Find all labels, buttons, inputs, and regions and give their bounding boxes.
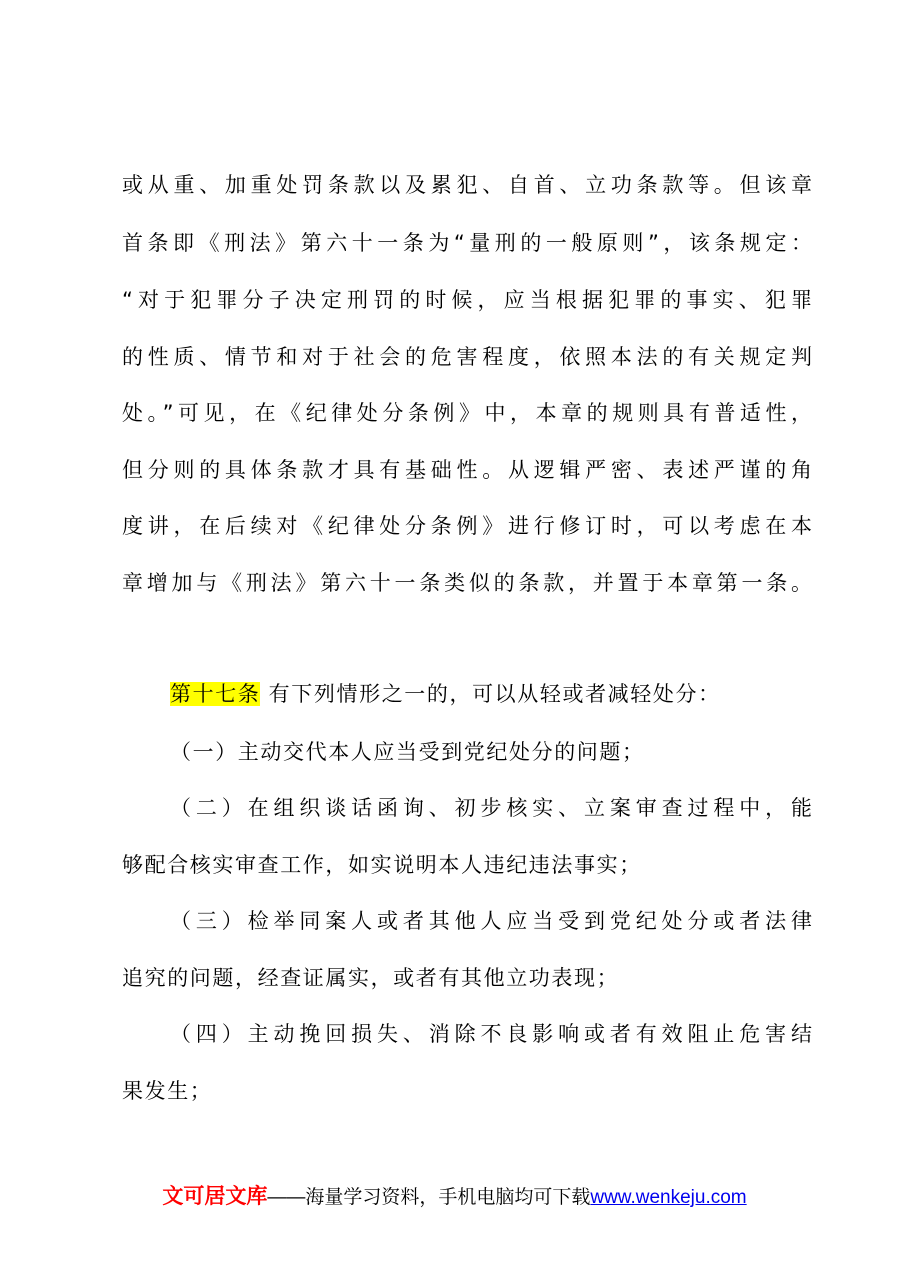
list-item-continuation: 够配合核实审查工作，如实说明本人违纪违法事实；: [122, 853, 642, 877]
list-item-continuation: 追究的问题，经查证属实，或者有其他立功表现；: [122, 966, 620, 990]
paragraph-line: 但分则的具体条款才具有基础性。从逻辑严密、表述严谨的角: [122, 458, 812, 482]
paragraph-line: 章增加与《刑法》第六十一条类似的条款，并置于本章第一条。: [122, 571, 812, 595]
paragraph-line: 处。”可见，在《纪律处分条例》中，本章的规则具有普适性，: [122, 401, 812, 425]
article-heading-text: 有下列情形之一的，可以从轻或者减轻处分：: [260, 682, 721, 706]
paragraph-line: 首条即《刑法》第六十一条为“量刑的一般原则”，该条规定：: [122, 231, 812, 255]
footer-slogan: ——海量学习资料，手机电脑均可下载: [267, 1187, 591, 1208]
page-footer: [0, 1182, 909, 1212]
footer-brand: 文可居文库: [162, 1184, 268, 1208]
list-item: （四）主动挽回损失、消除不良影响或者有效阻止危害结: [170, 1022, 812, 1046]
list-item: （三）检举同案人或者其他人应当受到党纪处分或者法律: [170, 909, 812, 933]
paragraph-line: 或从重、加重处罚条款以及累犯、自首、立功条款等。但该章: [122, 173, 812, 197]
paragraph-line: 的性质、情节和对于社会的危害程度，依照本法的有关规定判: [122, 345, 812, 369]
paragraph-line: “对于犯罪分子决定刑罚的时候，应当根据犯罪的事实、犯罪: [122, 288, 812, 312]
list-item-continuation: 果发生；: [122, 1079, 213, 1103]
footer-url-link[interactable]: www.wenkeju.com: [590, 1187, 747, 1208]
paragraph-line: 度讲，在后续对《纪律处分条例》进行修订时，可以考虑在本: [122, 514, 812, 538]
article-heading: [170, 678, 812, 710]
article-number-highlight: 第十七条: [170, 682, 261, 706]
list-item: （一）主动交代本人应当受到党纪处分的问题；: [170, 740, 645, 764]
list-item: （二）在组织谈话函询、初步核实、立案审查过程中，能: [170, 796, 812, 820]
